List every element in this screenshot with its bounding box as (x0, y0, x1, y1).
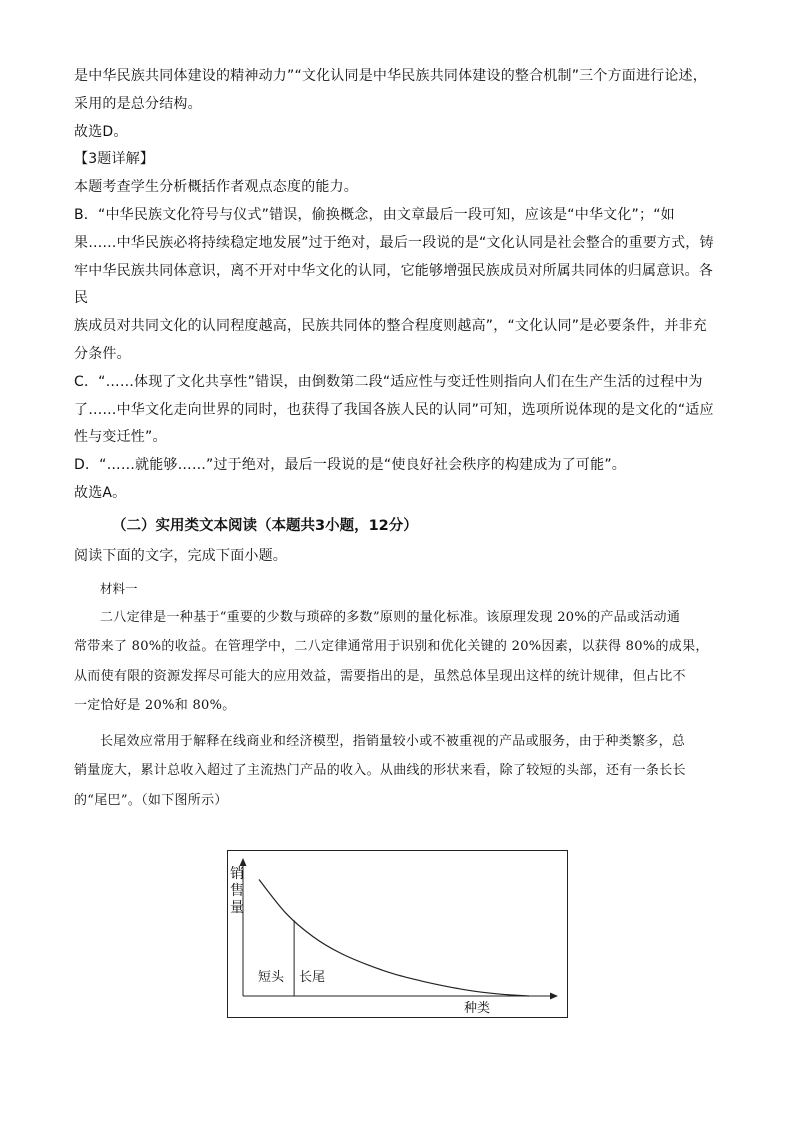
text-line: 了……中华文化走向世界的同时，也获得了我国各族人民的认同”可知，选项所说体现的是文化的“适应 (74, 401, 714, 418)
x-axis-arrow (550, 993, 558, 1000)
long-tail-chart-svg (227, 850, 568, 1018)
region-label-tail: 长尾 (299, 970, 326, 985)
text-line: 的“尾巴”。（如下图所示） (74, 792, 228, 808)
y-axis-label-char: 量 (230, 900, 244, 916)
text-line: 销量庞大，累计总收入超过了主流热门产品的收入。从曲线的形状来看，除了较短的头部，还有一条长长 (74, 763, 686, 779)
text-line: 族成员对共同文化的认同程度越高，民族共同体的整合程度则越高”，“文化认同”是必要条件，并非充 (74, 318, 707, 335)
text-line: 本题考查学生分析概括作者观点态度的能力。 (74, 179, 358, 196)
y-axis-label-char: 售 (230, 883, 244, 899)
text-line: 果……中华民族必将持续稳定地发展”过于绝对，最后一段说的是“文化认同是社会整合的重要方式，铸 (74, 234, 714, 251)
document-page (74, 63, 722, 815)
x-axis-label: 种类 (464, 1001, 491, 1016)
instruction-text: 阅读下面的文字，完成下面小题。 (74, 547, 287, 564)
chart-frame (228, 851, 568, 1018)
y-axis-arrow (240, 858, 247, 866)
text-line: 常带来了 80%的收益。在管理学中，二八定律通常用于识别和优化关键的 20%因素，以获得 80%的成果， (74, 639, 709, 655)
section-heading: （二）实用类文本阅读（本题共3小题，12分） (112, 517, 418, 534)
long-tail-chart (227, 850, 568, 1018)
text-line: 从而使有限的资源发挥尽可能大的应用效益，需要指出的是，虽然总体呈现出这样的统计规律，但占比不 (74, 668, 686, 684)
text-line: 性与变迁性”。 (74, 429, 167, 446)
material-paragraph-2 (74, 727, 722, 816)
question-3-heading: 【3题详解】 (74, 151, 155, 168)
text-line: 故选D。 (74, 123, 128, 140)
y-axis-label-char: 销 (230, 866, 244, 882)
text-line: 长尾效应常用于解释在线商业和经济模型，指销量较小或不被重视的产品或服务，由于种类繁多，总 (100, 733, 686, 749)
text-line: 二八定律是一种基于“重要的少数与琐碎的多数”原则的量化标准。该原理发现 20%的产品或活动通 (100, 609, 681, 625)
material-paragraph-1 (74, 603, 722, 721)
option-c-line: C．“……体现了文化共享性”错误，由倒数第二段“适应性与变迁性则指向人们在生产生活的过程中为 (74, 373, 703, 390)
region-label-head: 短头 (258, 970, 285, 985)
text-line: 分条件。 (74, 345, 131, 362)
text-line: 采用的是总分结构。 (74, 95, 202, 112)
text-line: 牢中华民族共同体意识，离不开对中华文化的认同，它能够增强民族成员对所属共同体的归属意识。各民 (74, 262, 713, 307)
answer-line: 故选A。 (74, 484, 127, 501)
text-line: 是中华民族共同体建设的精神动力”“文化认同是中华民族共同体建设的整合机制”三个方面进行论述， (74, 68, 707, 84)
option-b-line: B．“中华民族文化符号与仪式”错误，偷换概念，由文章最后一段可知，应该是“中华文化”；“如 (74, 206, 675, 223)
answer-explanation (74, 63, 722, 508)
material-title: 材料一 (100, 580, 138, 596)
y-axis-label (230, 865, 244, 916)
text-line: 一定恰好是 20%和 80%。 (74, 698, 236, 714)
option-d-line: D．“……就能够……”过于绝对，最后一段说的是“使良好社会秩序的构建成为了可能”。 (74, 457, 626, 474)
